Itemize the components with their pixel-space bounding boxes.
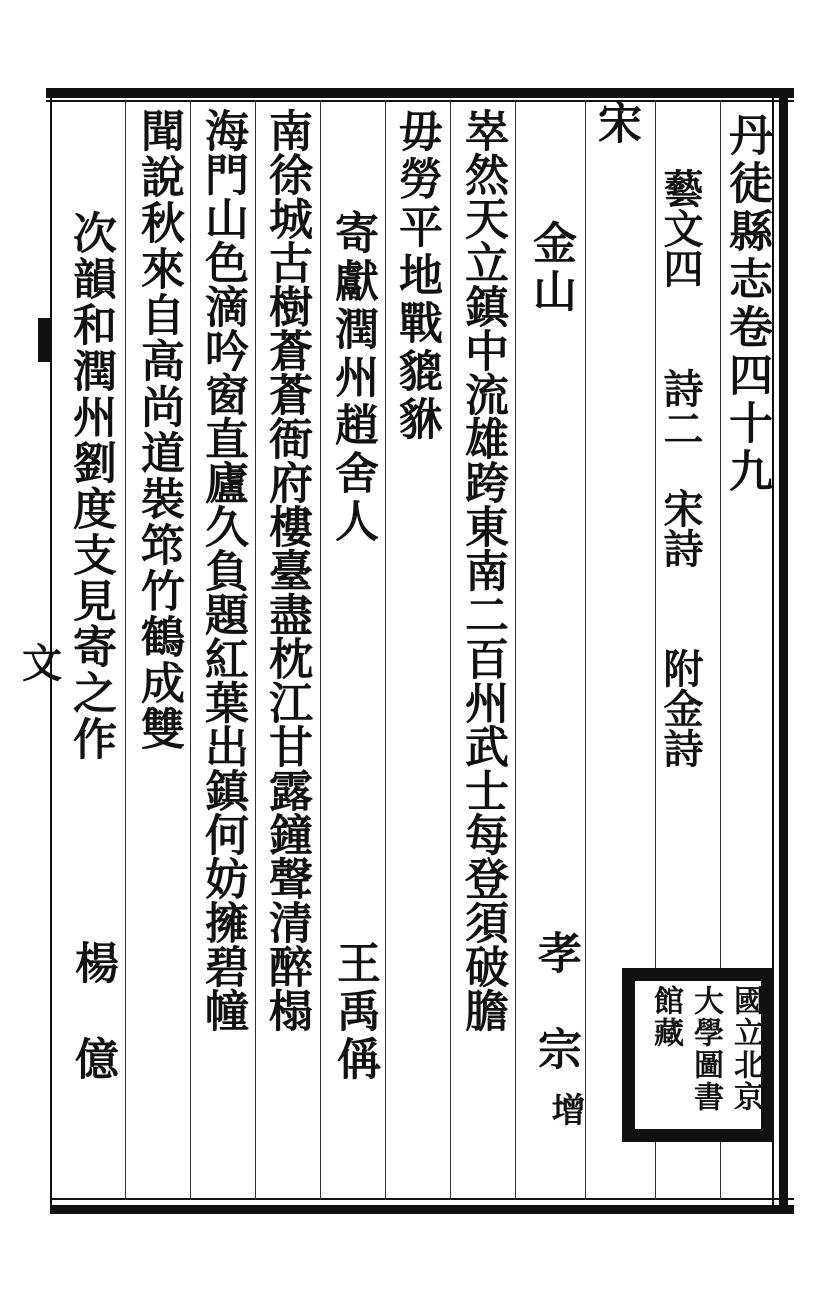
poem-title: 寄獻潤州趙舍人	[327, 210, 378, 546]
poem-line: 崒然天立鎮中流雄跨東南二百州武士每登須破膽	[457, 108, 508, 1032]
poem-author: 楊 億	[67, 940, 118, 1084]
author-note: 增	[545, 1092, 585, 1129]
poem-title: 次韻和潤州劉度支見寄之作	[65, 210, 116, 762]
column-divider	[320, 100, 321, 1200]
poem-line: 南徐城古樹蒼蒼衙府樓臺盡枕江甘露鐘聲清醉榻	[261, 108, 312, 1032]
column-divider	[515, 100, 516, 1200]
frame-bottom-inner-border	[50, 1198, 794, 1200]
section-heading: 藝文四 詩二 宋詩 附金詩	[657, 168, 704, 768]
poem-line: 海門山色滴吟窗直廬久負題紅葉出鎮何妨擁碧幢	[197, 108, 248, 1032]
column-divider	[385, 100, 386, 1200]
column-divider	[125, 100, 126, 1200]
library-seal	[622, 968, 774, 1142]
fold-character: 文	[22, 640, 62, 687]
column-divider	[450, 100, 451, 1200]
poem-line: 聞說秋來自高尚道裝筇竹鶴成雙	[133, 108, 184, 752]
poem-author: 王禹偁	[329, 940, 380, 1084]
poem-author: 孝 宗	[530, 930, 581, 1074]
frame-top-border	[46, 88, 794, 98]
poem-line: 毋勞平地戰貔貅	[391, 108, 442, 444]
seal-border	[632, 978, 764, 1132]
seal-inscription: 國立北京大學圖書館藏	[648, 985, 763, 1113]
volume-title: 丹徒縣志卷四十九	[721, 112, 772, 496]
fold-mark	[38, 318, 50, 362]
dynasty-label: 宋	[590, 100, 641, 148]
frame-bottom-border	[50, 1205, 794, 1214]
frame-right-border	[779, 88, 788, 1214]
column-divider	[190, 100, 191, 1200]
frame-top-inner-border	[46, 100, 794, 102]
poem-title: 金山	[525, 220, 576, 316]
column-divider	[585, 100, 586, 1200]
column-divider	[255, 100, 256, 1200]
